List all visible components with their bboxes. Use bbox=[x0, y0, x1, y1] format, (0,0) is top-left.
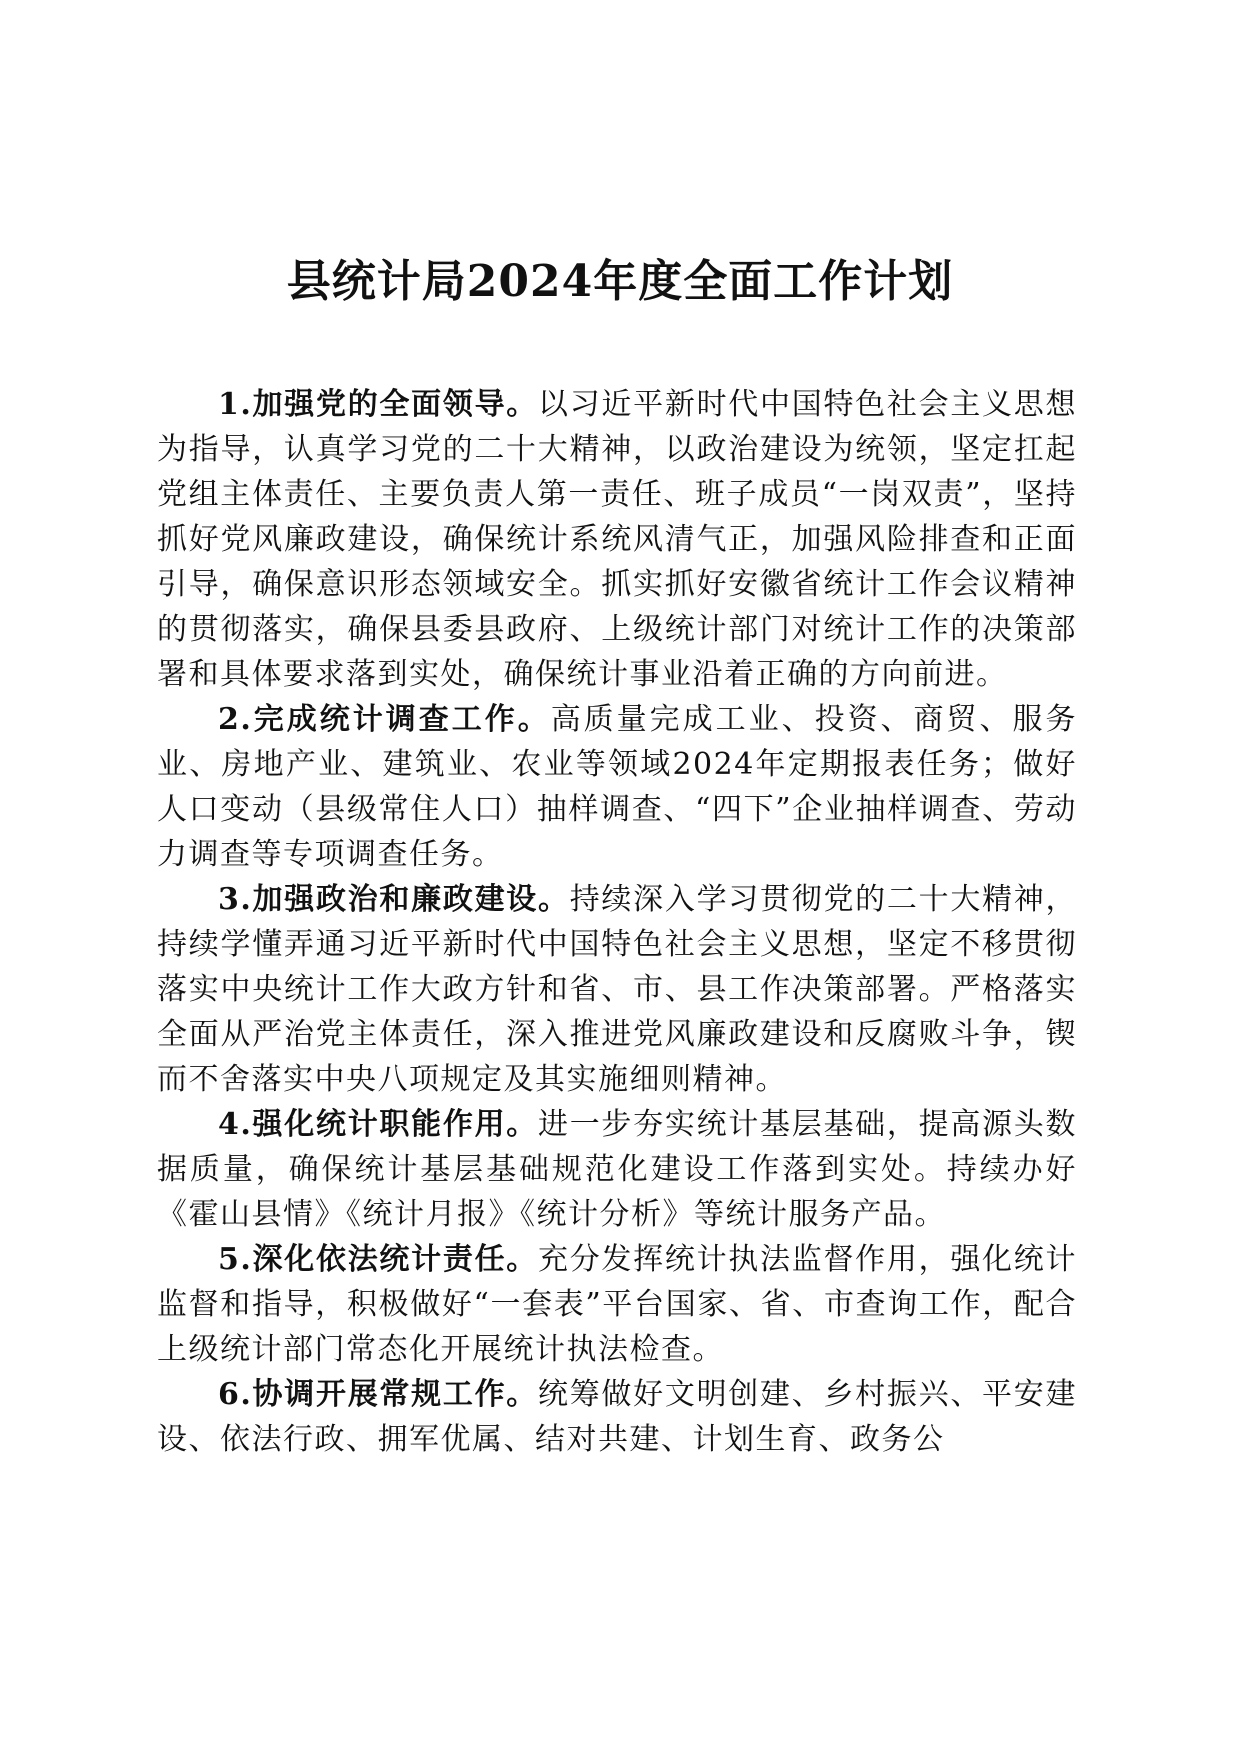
paragraph-4-text: 进一步夯实统计基层基础，提高源头数据质量，确保统计基层基础规范化建设工作落到实处。持续办好《霍山县情》《统计月报》《统计分析》等统计服务产品。 bbox=[157, 1107, 1077, 1232]
paragraph-2-heading: 2.完成统计调查工作。 bbox=[218, 702, 551, 737]
paragraph-3-text: 持续深入学习贯彻党的二十大精神，持续学懂弄通习近平新时代中国特色社会主义思想，坚定不移贯彻落实中央统计工作大政方针和省、市、县工作决策部署。严格落实全面从严治党主体责任，深入推进党风廉政建设和反腐败斗争，锲而不舍落实中央八项规定及其实施细则精神。 bbox=[157, 882, 1077, 1097]
paragraph-4 bbox=[157, 1102, 1077, 1237]
paragraph-5 bbox=[157, 1237, 1077, 1372]
document-title: 县统计局2024年度全面工作计划 bbox=[286, 256, 954, 307]
paragraph-6 bbox=[157, 1372, 1077, 1462]
paragraph-3 bbox=[157, 877, 1077, 1102]
paragraph-4-heading: 4.强化统计职能作用。 bbox=[218, 1107, 538, 1142]
document-body bbox=[157, 382, 1077, 1462]
paragraph-6-text: 统筹做好文明创建、乡村振兴、平安建设、依法行政、拥军优属、结对共建、计划生育、政务公 bbox=[157, 1377, 1077, 1457]
paragraph-3-heading: 3.加强政治和廉政建设。 bbox=[218, 882, 570, 917]
paragraph-1-text: 以习近平新时代中国特色社会主义思想为指导，认真学习党的二十大精神，以政治建设为统领，坚定扛起党组主体责任、主要负责人第一责任、班子成员“一岗双责”，坚持抓好党风廉政建设，确保统计系统风清气正，加强风险排查和正面引导，确保意识形态领域安全。抓实抓好安徽省统计工作会议精神的贯彻落实，确保县委县政府、上级统计部门对统计工作的决策部署和具体要求落到实处，确保统计事业沿着正确的方向前进。 bbox=[157, 387, 1077, 692]
paragraph-6-heading: 6.协调开展常规工作。 bbox=[218, 1377, 538, 1412]
paragraph-5-text: 充分发挥统计执法监督作用，强化统计监督和指导，积极做好“一套表”平台国家、省、市查询工作，配合上级统计部门常态化开展统计执法检查。 bbox=[157, 1242, 1077, 1367]
paragraph-1 bbox=[157, 382, 1077, 697]
paragraph-2 bbox=[157, 697, 1077, 877]
paragraph-5-heading: 5.深化依法统计责任。 bbox=[218, 1242, 538, 1277]
paragraph-2-text: 高质量完成工业、投资、商贸、服务业、房地产业、建筑业、农业等领域2024年定期报表任务；做好人口变动（县级常住人口）抽样调查、“四下”企业抽样调查、劳动力调查等专项调查任务。 bbox=[157, 702, 1077, 872]
paragraph-1-heading: 1.加强党的全面领导。 bbox=[218, 387, 538, 422]
